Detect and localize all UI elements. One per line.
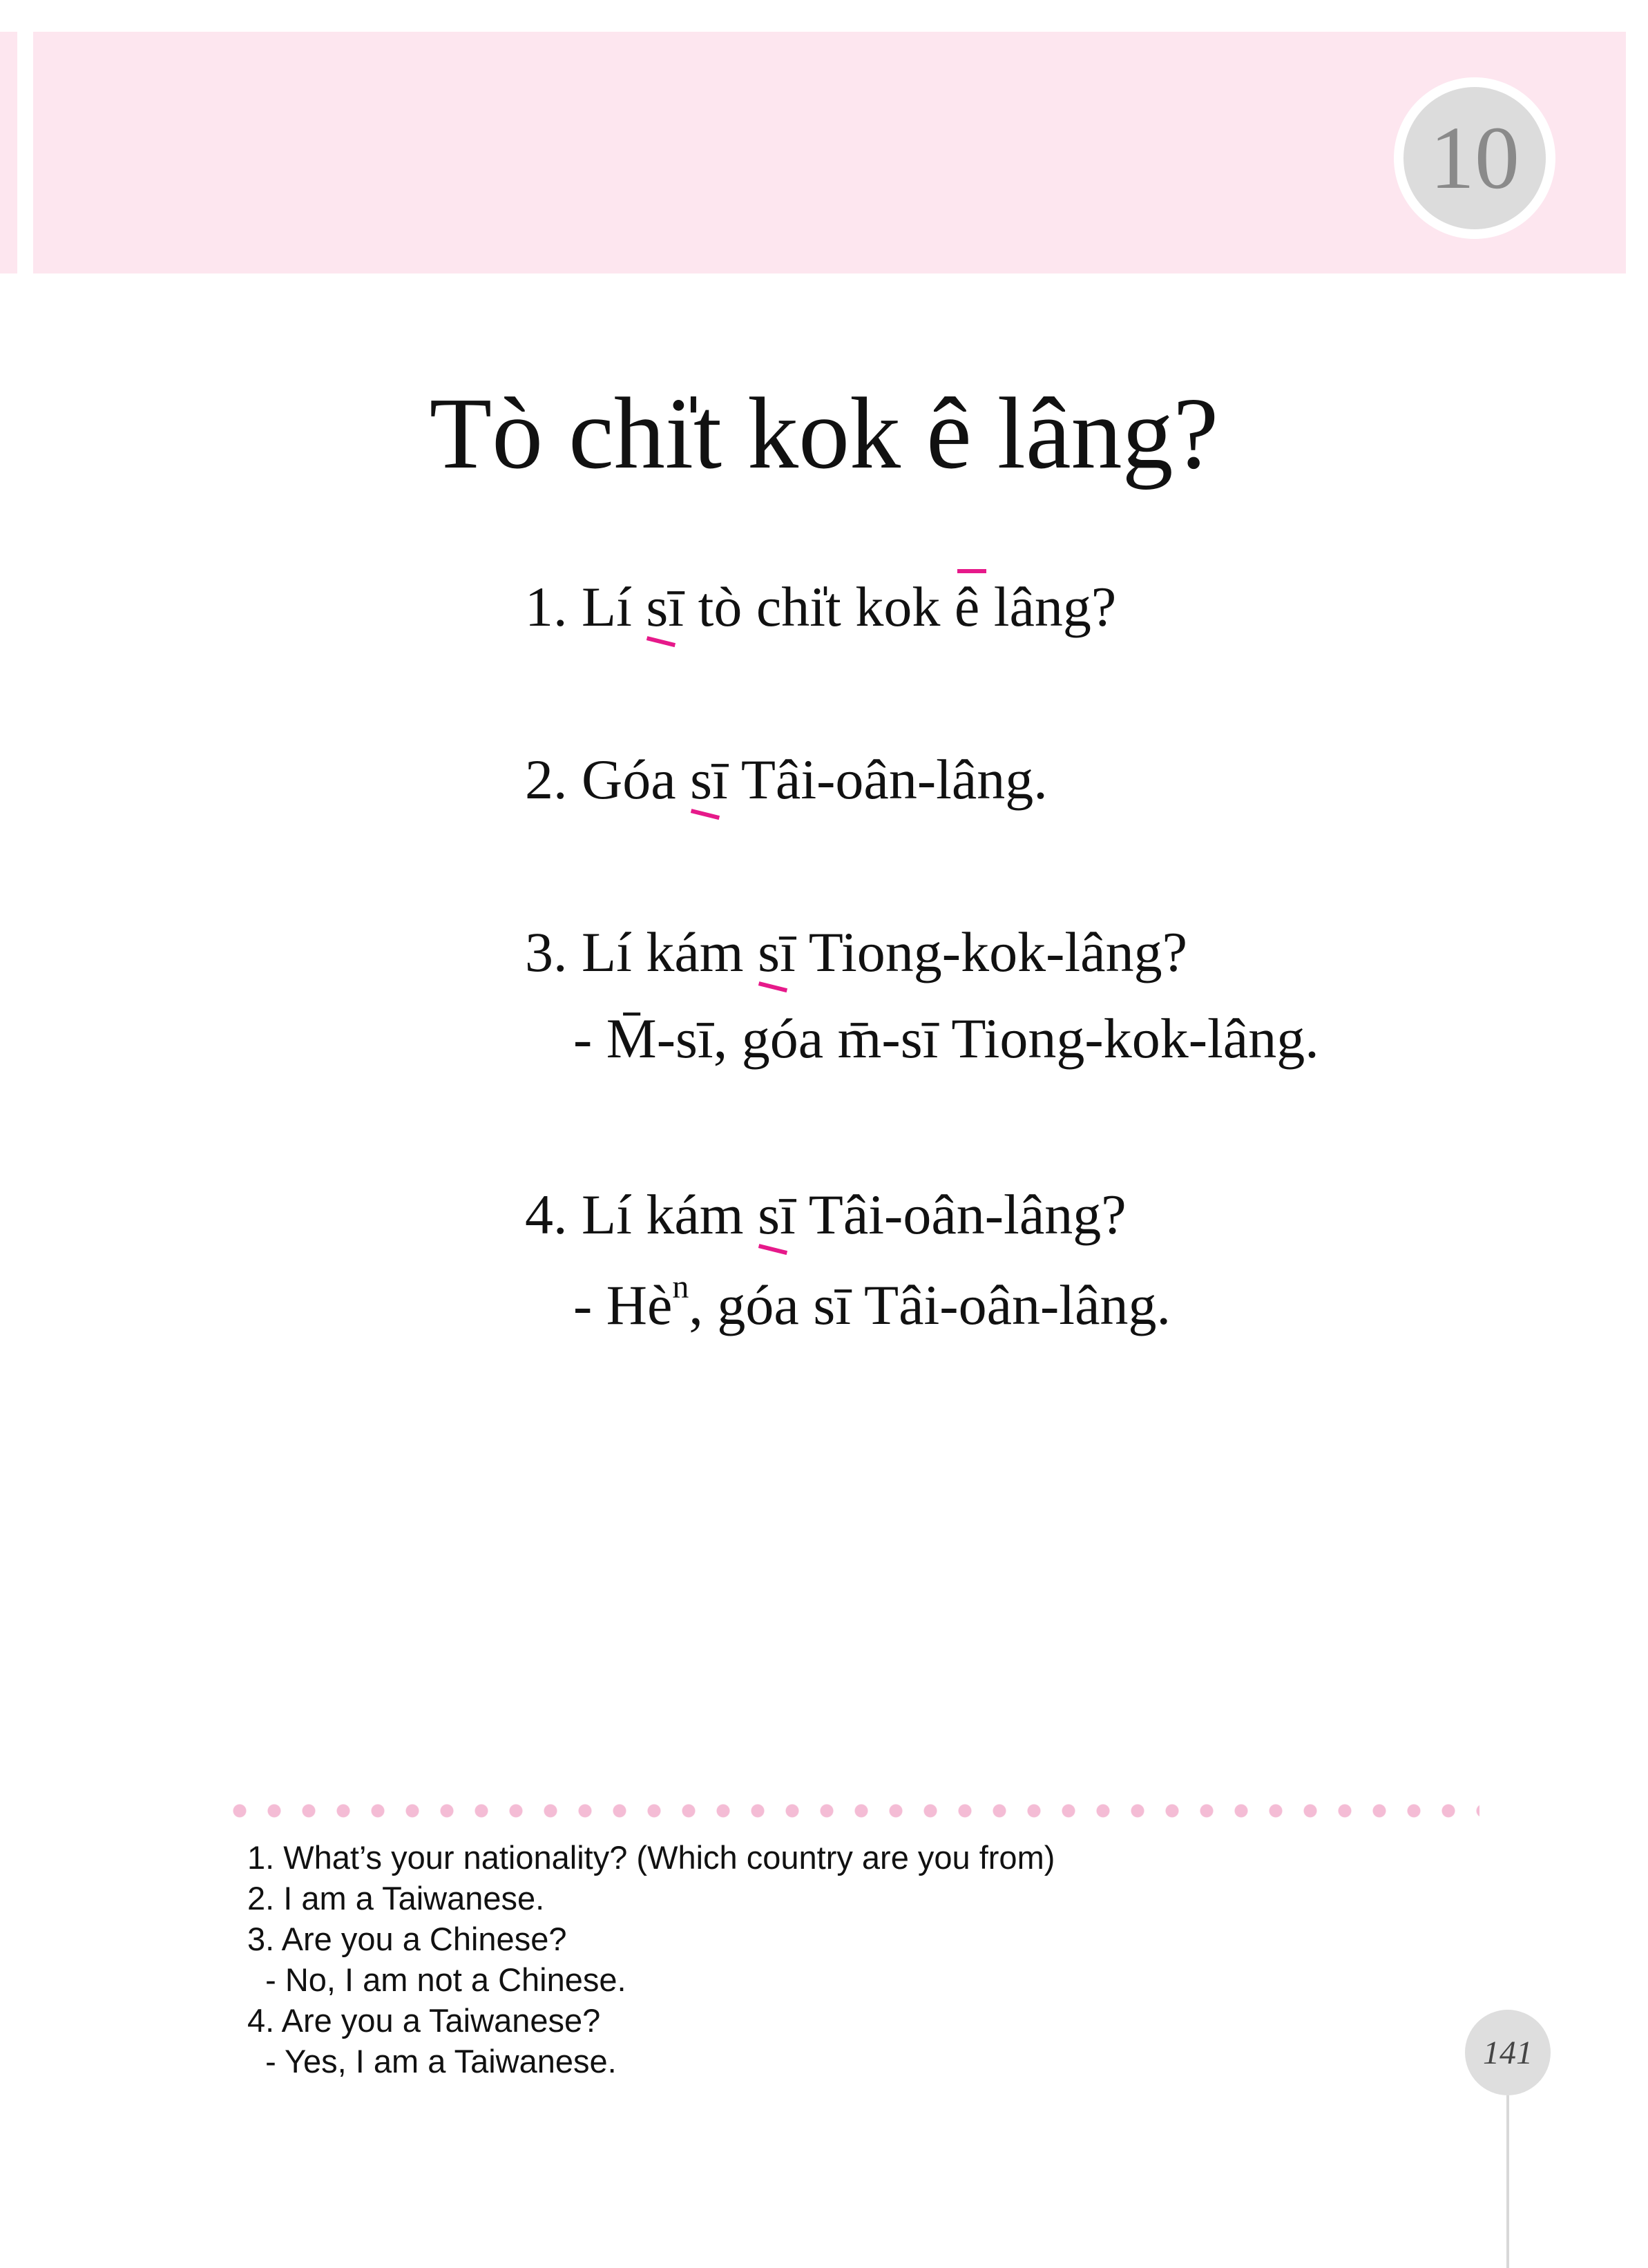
page-number-line: [1506, 2095, 1509, 2268]
chapter-header-band: [33, 32, 1626, 273]
translation-item: - Yes, I am a Taiwanese.: [247, 2043, 617, 2079]
dotted-divider: [222, 1804, 1479, 1818]
chapter-number: 10: [1403, 87, 1546, 229]
dialog-line-3: 3. Lí kám sī Tiong-kok-lâng?: [525, 919, 1187, 986]
translation-item: 1. What’s your nationality? (Which country are you from): [247, 1839, 1055, 1876]
translation-item: 3. Are you a Chinese?: [247, 1921, 567, 1957]
translation-list: [247, 1837, 1055, 2082]
dialog-line-2: 2. Góa sī Tâi-oân-lâng.: [525, 746, 1048, 814]
page-number: 141: [1465, 2010, 1551, 2095]
lesson-title: Tò chi̍t kok ê lâng?: [429, 377, 1219, 490]
dialog-line-1: 1. Lí sī tò chi̍t kok ê lâng?: [525, 573, 1116, 641]
dialog-line-3-reply: - M̄-sī, góa m̄-sī Tiong-kok-lâng.: [573, 1007, 1319, 1070]
translation-item: - No, I am not a Chinese.: [247, 1961, 626, 1998]
dialog-line-4: 4. Lí kám sī Tâi-oân-lâng?: [525, 1181, 1127, 1249]
dialog-line-4-reply: - $Hè^n$, góa sī Tâi-oân-lâng.: [573, 1269, 1171, 1336]
translation-item: 4. Are you a Taiwanese?: [247, 2002, 601, 2039]
translation-item: 2. I am a Taiwanese.: [247, 1880, 545, 1916]
chapter-number-badge: [1394, 77, 1555, 239]
header-edge-bar: [0, 32, 17, 273]
